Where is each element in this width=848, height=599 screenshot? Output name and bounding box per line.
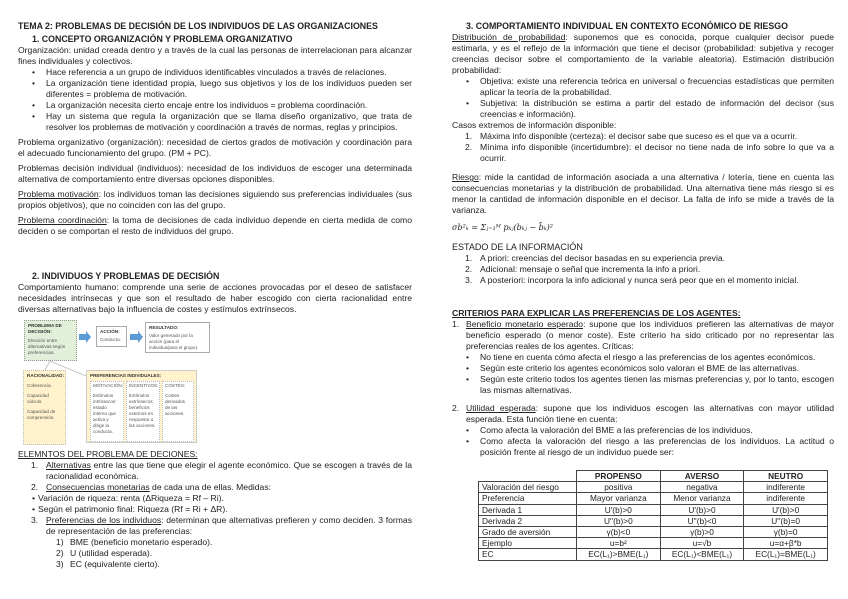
criterios-list-continued (452, 403, 834, 425)
medidas-list (18, 493, 412, 515)
list-item: 3) EC (equivalente cierto). (56, 559, 160, 569)
item-text: A posteriori: incorpora la info adicional y nunca será peor que en el momento inicial. (480, 275, 799, 285)
definition: entre las que tiene que elegir el agente económico. Que se escogen a través de la racionalidad económica. (46, 460, 412, 481)
problema-box (24, 320, 77, 361)
variance-formula: σb²ₖ = Σⱼ₌₁ᴹ pₖⱼ(bₖⱼ − b̄ₖ)² (452, 223, 553, 232)
definition: : determinan que alternativas prefieren y como deciden. 3 formas de representación de las preferencias: (46, 515, 413, 536)
table-cell: u=α+β*b (744, 538, 828, 549)
table-cell: Mayor varianza (577, 493, 661, 504)
list-item: • Hace referencia a un grupo de individuos identificables vinculados a través de relaciones. (18, 67, 412, 78)
section-1-heading: 1. CONCEPTO ORGANIZACIÓN Y PROBLEMA ORGANIZATIVO (32, 34, 293, 44)
item-text: Máxima info disponible (certeza): el decisor sabe que suceso es el que va a ocurrir. (480, 131, 798, 141)
table-cell: Preferencia (479, 493, 577, 504)
box-item: Coherencia. (27, 383, 52, 388)
box-text: Valor generado por la acción (para el individuo/para el grupo). (149, 333, 199, 350)
table-cell: U'(b)>0 (577, 504, 661, 515)
box-text: Elección entre alternativas según preferencias. (28, 338, 66, 355)
section-3-heading: 3. COMPORTAMIENTO INDIVIDUAL EN CONTEXTO ECONÓMICO DE RIESGO (466, 21, 788, 31)
term: Problema coordinación (18, 215, 107, 225)
table-row (479, 527, 828, 538)
list-item: • Objetiva: existe una referencia teórica en universal o frecuencias estadísticas que permiten aplicar la teoría de la probabilidad. (452, 76, 834, 98)
list-item: • La organización necesita cierto encaje entre los individuos = problema coordinación. (18, 100, 412, 111)
table-cell: Valoración del riesgo (479, 482, 577, 493)
definition: : los individuos toman las decisiones siguiendo sus preferencias individuales (sus propios objetivos), que no coinciden con las del grupo. (18, 189, 413, 210)
list-item: • Como afecta la valoración del BME a las preferencias de los individuos. (452, 425, 834, 436)
incentivos-box (126, 381, 160, 442)
list-item: 3. Preferencias de los individuos: determinan que alternativas prefieren y como deciden. 3 formas de representación de las preferencias: (31, 515, 413, 536)
section-3 (452, 21, 834, 286)
preferencias-box (86, 370, 197, 443)
table-cell: EC(L₁)>BME(L₁) (577, 549, 661, 560)
item-text: EC (equivalente cierto). (70, 559, 160, 569)
table-cell: γ(b)=0 (744, 527, 828, 538)
table-cell: indiferente (744, 493, 828, 504)
list-item: • La organización tiene identidad propia, luego sus objetivos y los de los individuos pueden ser diferentes = problema de motivación. (18, 78, 412, 100)
box-text: Estímulos extrínsecos: beneficios externos en respuesta a las acciones. (129, 393, 156, 428)
table-row (479, 538, 828, 549)
table-cell: EC (479, 549, 577, 560)
box-title: PREFERENCIAS INDIVIDUALES: (90, 373, 162, 378)
list-item: 2. Adicional: mensaje o señal que incrementa la info a priori. (465, 264, 701, 274)
list-item: • Como afecta la valoración del riesgo a las preferencias de los individuos. La actitud o posición frente al riesgo de un individuo puede ser: (452, 436, 834, 458)
definition: : la toma de decisiones de cada individuo depende en cierta medida de como deciden o se comportan el resto de individuos del grupo. (18, 215, 412, 236)
box-title: COSTES: (165, 383, 186, 388)
heading-text: CRITERIOS PARA EXPLICAR LAS PREFERENCIAS DE LOS AGENTES: (452, 308, 741, 318)
problemas-decision-individual: Problemas decisión individual (individuos): necesidad de los individuos de escoger una determinada alternativa de comportamiento entre diversas opciones disponibles. (18, 163, 412, 184)
preferencias-forms (18, 537, 412, 570)
table-cell: negativa (660, 482, 744, 493)
table-cell: Grado de aversión (479, 527, 577, 538)
term: Riesgo (452, 172, 479, 182)
estado-list (452, 253, 834, 286)
list-item: • Según este criterio todos los agentes tienen las mismas preferencias y, por lo tanto, escogen las mismas alternativas. (452, 374, 834, 396)
criticas-list (452, 352, 834, 396)
table-row (479, 493, 828, 504)
elementos-list (18, 460, 412, 493)
box-title: MOTIVACIÓN: (93, 383, 124, 388)
elementos-list-continued (18, 515, 412, 537)
table-cell: Menor varianza (660, 493, 744, 504)
list-item: 2. Utilidad esperada: supone que los individuos escogen las alternativas con mayor utilidad esperada. Esta función tiene en cuenta: (452, 403, 835, 424)
elementos-heading (18, 449, 412, 460)
estimacion-bullets (452, 76, 834, 120)
box-title: RESULTADO: (149, 325, 179, 330)
document-title: TEMA 2: PROBLEMAS DE DECISIÓN DE LOS INDIVIDUOS DE LAS ORGANIZACIONES (18, 21, 378, 31)
arrow-right-icon (79, 331, 91, 343)
estado-heading: ESTADO DE LA INFORMACIÓN (452, 242, 583, 252)
definition: : suponemos que es conocida, porque cualquier decisor puede estimarla, y es el reflejo de la información que tiene el decisor (probabilidad: subjetiva y recoger creencias decisor sobre el comportamiento de la variable aleatoria). Estimación distribución probabilidad: (452, 32, 834, 75)
box-item: Capacidad de comprensión. (27, 409, 56, 420)
table-cell: γ(b)>0 (660, 527, 744, 538)
list-item: • Variación de riqueza: renta (ΔRiqueza = Rf – Ri). (18, 493, 412, 504)
resultado-box (145, 322, 210, 353)
list-item: 1. A priori: creencias del decisor basadas en su experiencia previa. (465, 253, 726, 263)
criterios-list (452, 319, 834, 352)
table-cell: u=b² (577, 538, 661, 549)
criterios-section (452, 308, 834, 458)
box-text: Costes derivados de las acciones. (165, 393, 185, 416)
term: Problema motivación (18, 189, 99, 199)
table-cell: indiferente (744, 482, 828, 493)
item-text: Mínima info disponible (incertidumbre): el decisor no tiene nada de info sobre lo que va a ocurrir. (480, 142, 834, 163)
list-item: 2. Consecuencias monetarias de cada una de ellas. Medidas: (31, 482, 272, 492)
box-text: Conducta. (100, 337, 121, 342)
motivacion-box (90, 381, 124, 442)
comportamiento-humano: Comportamiento humano: comprende una serie de acciones provocadas por el deseo de satisfacer necesidades intrínsecas y que son el resultado de haber escogido con cierta racionalidad entre diversas alternativas bajo la influencia de costes y estímulos extrínsecos. (18, 282, 412, 314)
table-cell: U'(b)>0 (744, 504, 828, 515)
box-title: ACCIÓN: (100, 329, 120, 334)
risk-attitude-table (478, 470, 828, 561)
section-2-heading: 2. INDIVIDUOS Y PROBLEMAS DE DECISIÓN (32, 271, 220, 281)
utilidad-bullets (452, 425, 834, 458)
box-item: Capacidad cálculo. (27, 393, 49, 404)
riesgo-definition (452, 172, 834, 216)
list-item: 2. Mínima info disponible (incertidumbre): el decisor no tiene nada de info sobre lo que va a ocurrir. (465, 142, 834, 163)
header-cell (479, 471, 577, 482)
elementos-section (18, 449, 412, 570)
header-cell: PROPENSO (577, 471, 661, 482)
table-cell: EC(L₁)<BME(L₁) (660, 549, 744, 560)
casos-extremos: Casos extremos de información disponible: (452, 120, 617, 130)
box-title: INCENTIVOS: (129, 383, 159, 388)
table-cell: Ejemplo (479, 538, 577, 549)
table-cell: U''(b)>0 (577, 515, 661, 526)
table-row (479, 482, 828, 493)
box-text: Estímulos intrínsecos: estado interno que activa y dirige la conducta. (93, 393, 117, 434)
list-item: • Según el patrimonio final: Riqueza (Rf = Ri + ΔR). (18, 504, 412, 515)
list-item: • Subjetiva: la distribución se estima a partir del estado de información del decisor (sus creencias e información). (452, 98, 834, 120)
list-item: • No tiene en cuenta cómo afecta el riesgo a las preferencias de los agentes económicos. (452, 352, 834, 363)
list-item: 1) BME (beneficio monetario esperado). (56, 537, 213, 547)
casos-list (452, 131, 834, 164)
table-cell: EC(L₁)=BME(L₁) (744, 549, 828, 560)
table-cell: U'(b)>0 (660, 504, 744, 515)
definition: : supone que los individuos escogen las alternativas con mayor utilidad esperada. Esta función tiene en cuenta: (466, 403, 835, 424)
header-cell: AVERSO (660, 471, 744, 482)
table-header-row (479, 471, 828, 482)
list-item: 1. Beneficio monetario esperado: supone que los individuos prefieren las alternativas de mayor beneficio esperado (o menor coste). Este criterio ha sido criticado por no representar las preferencias reales de los agentes. Críticas: (452, 319, 834, 351)
table-row (479, 504, 828, 515)
list-item: 1. Alternativas entre las que tiene que elegir el agente económico. Que se escogen a través de la racionalidad económica. (31, 460, 412, 481)
table-cell: γ(b)<0 (577, 527, 661, 538)
box-title: PROBLEMA DE DECISIÓN: (28, 323, 62, 334)
heading-text: ELEMNTOS DEL PROBLEMA DE DECIONES: (18, 449, 198, 459)
definition: : mide la cantidad de información asociada a una alternativa / lotería, tiene en cuenta las consecuencias monetarias y la distribución de probabilidad. Una alternativa tiene más riesgo si es menor la cantidad de información disponible en el decisor. La falta de info se mide a través de la varianza. (452, 172, 834, 215)
table-cell: u=√b (660, 538, 744, 549)
term: Beneficio monetario esperado (466, 319, 584, 329)
header-cell: NEUTRO (744, 471, 828, 482)
list-item: 2) U (utilidad esperada). (56, 548, 153, 558)
table-cell: Derivada 1 (479, 504, 577, 515)
term: Preferencias de los individuos (46, 515, 162, 525)
list-item: 3. A posteriori: incorpora la info adicional y nunca será peor que en el momento inicial. (465, 275, 799, 285)
problema-organizativo: Problema organizativo (organización): necesidad de ciertos grados de motivación y coordinación para el adecuado funcionamiento del grupo. (PM + PC). (18, 137, 412, 158)
table-cell: Derivada 2 (479, 515, 577, 526)
arrow-right-icon (130, 331, 143, 343)
table-cell: U''(b)=0 (744, 515, 828, 526)
table-cell: positiva (577, 482, 661, 493)
racionalidad-box (23, 370, 66, 445)
costes-box (162, 381, 194, 442)
definition: : supone que los individuos prefieren las alternativas de mayor beneficio esperado (o menor coste). Este criterio ha sido criticado por no representar las preferencias reales de los agentes. Críticas: (466, 319, 834, 351)
list-item: • Hay un sistema que regula la organización que se llama diseño organizativo, que trata de resolver los problemas de motivación y coordinación a través de normas, reglas y principios. (18, 111, 412, 133)
list-item: • Según este criterio los agentes económicos solo valoran el BME de las alternativas. (452, 363, 834, 374)
definition: de cada una de ellas. Medidas: (149, 482, 272, 492)
table-row (479, 549, 828, 560)
item-text: U (utilidad esperada). (70, 548, 153, 558)
term: Consecuencias monetarias (46, 482, 150, 492)
table-row (479, 515, 828, 526)
item-text: A priori: creencias del decisor basadas en su experiencia previa. (480, 253, 726, 263)
item-text: BME (beneficio monetario esperado). (70, 537, 213, 547)
term: Utilidad esperada (466, 403, 536, 413)
term: Distribución de probabilidad (452, 32, 566, 42)
term: Alternativas (46, 460, 91, 470)
list-item: 1. Máxima info disponible (certeza): el decisor sabe que suceso es el que va a ocurrir. (465, 131, 798, 141)
table-cell: U''(b)<0 (660, 515, 744, 526)
organizacion-definition: Organización: unidad creada dentro y a través de la cual las personas de interrelacionan para alcanzar fines individuales y colectivos. (18, 45, 412, 66)
item-text: Adicional: mensaje o señal que incrementa la info a priori. (480, 264, 701, 274)
criterios-heading (452, 308, 834, 319)
distribucion-probabilidad (452, 32, 834, 76)
box-title: RACIONALIDAD: (27, 373, 65, 378)
accion-box (96, 326, 127, 347)
table-body (479, 482, 828, 560)
